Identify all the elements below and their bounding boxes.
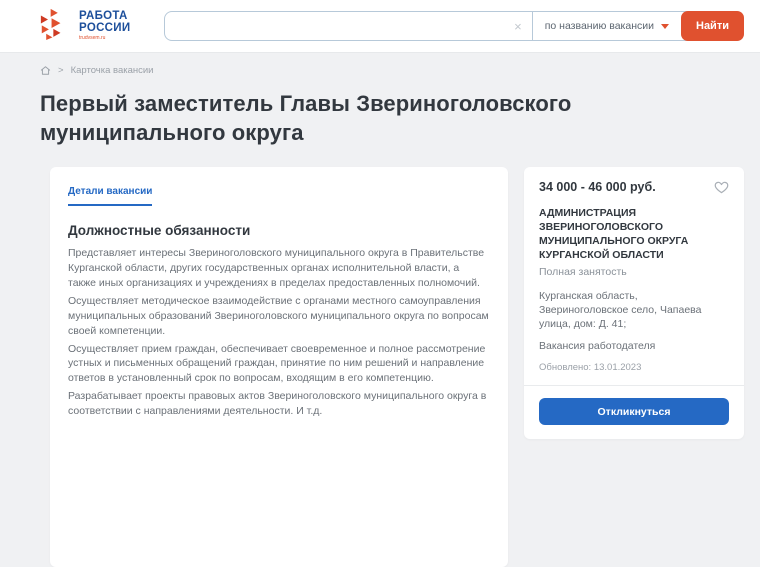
chevron-down-icon (661, 24, 669, 29)
duty-paragraph: Осуществляет прием граждан, обеспечивает своевременное и полное рассмотрение устных и письменных обращений граждан, принятие по ним решений и направление ответов в установленный срок по вопросам, входящим в его компетенцию. (68, 342, 486, 385)
search-input[interactable] (165, 12, 504, 40)
home-icon[interactable] (40, 65, 51, 76)
apply-button[interactable]: Откликнуться (539, 398, 729, 425)
vacancy-address: Курганская область, Звериноголовское село, Чапаева улица, дом: Д. 41; (539, 289, 702, 330)
logo[interactable] (40, 8, 130, 45)
main-content (50, 167, 744, 567)
search-filter-select[interactable] (533, 12, 681, 40)
page-title: Первый заместитель Главы Звериноголовского муниципального округа (40, 91, 572, 146)
vacancy-summary-card (524, 167, 744, 439)
logo-title-line2: РОССИИ (79, 22, 131, 35)
tabs (68, 179, 490, 206)
duty-paragraph: Осуществляет методическое взаимодействие с органами местного самоуправления муниципальных образований Звериноголовского муниципального округа по вопросам своей компетенции. (68, 294, 489, 337)
logo-title-line1: РАБОТА (79, 10, 128, 23)
search-button[interactable]: Найти (681, 11, 744, 41)
breadcrumb (0, 53, 760, 76)
breadcrumb-current: Карточка вакансии (70, 65, 154, 76)
favorite-icon[interactable] (714, 180, 729, 194)
salary: 34 000 - 46 000 руб. (539, 180, 656, 195)
header (0, 0, 760, 53)
updated-date: Обновлено: 13.01.2023 (539, 362, 642, 374)
search-clear-icon[interactable]: × (514, 18, 522, 34)
logo-icon (40, 8, 72, 45)
tab-vacancy-details[interactable]: Детали вакансии (68, 186, 152, 206)
duty-paragraph: Представляет интересы Звериноголовского муниципального округа в Правительстве Курганской области, других государственных органах исполнительной власти, а также иных организациях и учреждениях в пределах предоставленных полномочий. (68, 247, 485, 289)
duty-paragraph: Разрабатывает проекты правовых актов Звериноголовского муниципального округа в соответствии с направлениями деятельности. И т.д. (68, 390, 487, 418)
breadcrumb-separator: > (58, 65, 64, 76)
section-title-duties: Должностные обязанности (68, 223, 251, 239)
search-filter-label: по названию вакансии (544, 20, 654, 32)
employment-type: Полная занятость (539, 265, 627, 278)
vacancy-type: Вакансия работодателя (539, 340, 656, 353)
logo-subtitle: trudvsem.ru (79, 35, 106, 42)
vacancy-details-card (50, 167, 508, 567)
search-bar (164, 11, 744, 41)
employer-name: АДМИНИСТРАЦИЯ ЗВЕРИНОГОЛОВСКОГО МУНИЦИПАЛЬНОГО ОКРУГА КУРГАНСКОЙ ОБЛАСТИ (539, 207, 689, 261)
summary-divider (524, 385, 744, 386)
